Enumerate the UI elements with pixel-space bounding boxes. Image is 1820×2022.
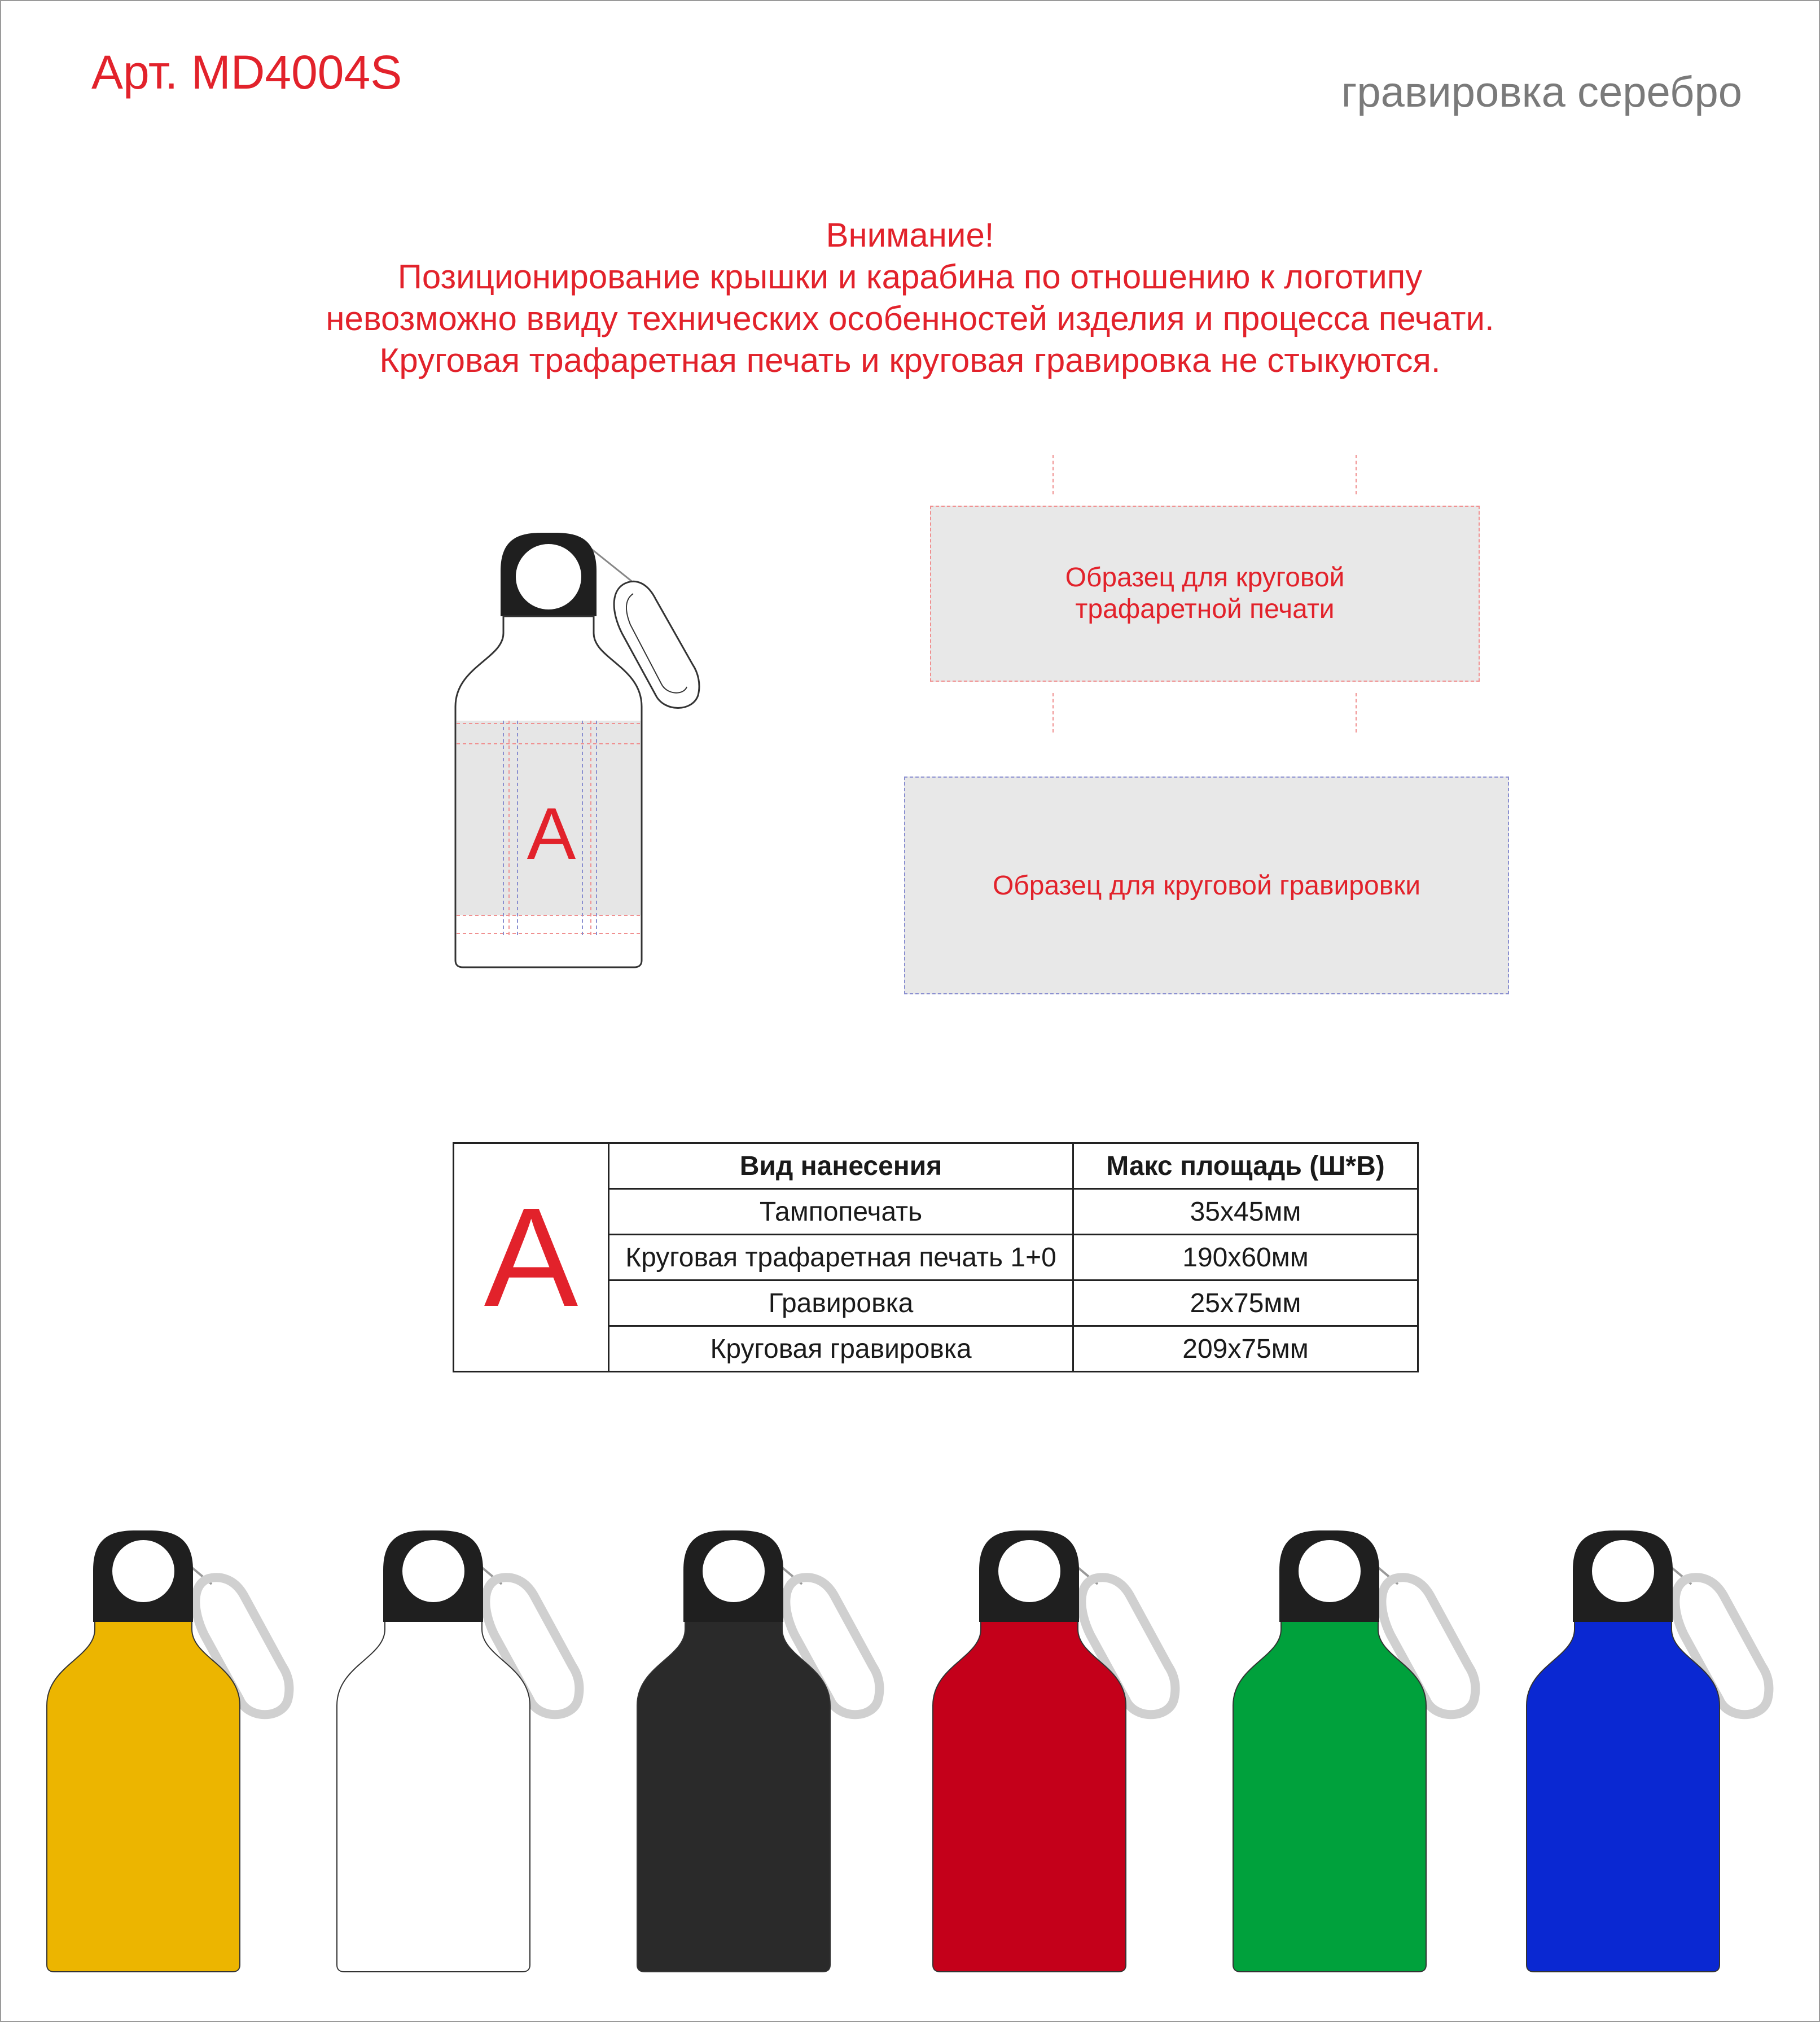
cap-icon (1573, 1530, 1673, 1622)
area-cell: 25x75мм (1073, 1280, 1418, 1326)
column-header: Макс площадь (Ш*В) (1073, 1143, 1418, 1189)
bottle-black (635, 1525, 895, 1976)
engraving-sample-label: Образец для круговой гравировки (992, 870, 1421, 901)
bottle-body (337, 1618, 530, 1972)
color-variants (1, 1525, 1819, 1976)
bottle-yellow (45, 1525, 305, 1976)
bottle-blue (1525, 1525, 1784, 1976)
bottle-body (637, 1618, 830, 1972)
cap-icon (383, 1530, 483, 1622)
bottle-body (1233, 1618, 1426, 1972)
method-cell: Тампопечать (609, 1189, 1073, 1235)
screen-print-sample-label: Образец для круговой трафаретной печати (1065, 563, 1345, 624)
warning-line: невозможно ввиду технических особенностей изделия и процесса печати. (326, 300, 1494, 337)
bottle-diagram (441, 526, 723, 977)
article-number: Арт. MD4004S (91, 46, 402, 99)
method-cell: Гравировка (609, 1280, 1073, 1326)
bottle-green (1231, 1525, 1491, 1976)
cap-icon (979, 1530, 1079, 1622)
guide-line (1052, 693, 1054, 733)
table-mark: A (454, 1143, 609, 1372)
area-cell: 35x45мм (1073, 1189, 1418, 1235)
area-cell: 209x75мм (1073, 1326, 1418, 1372)
guide-line (1356, 693, 1357, 733)
bottle-body (47, 1618, 240, 1972)
bottle-white (335, 1525, 595, 1976)
engraving-sample (904, 777, 1509, 994)
cap-icon (501, 533, 597, 616)
guide-line (1356, 455, 1357, 494)
guide-line (1052, 455, 1054, 494)
cap-icon (93, 1530, 193, 1622)
screen-print-sample (930, 506, 1480, 682)
bottle-red (931, 1525, 1191, 1976)
cap-icon (683, 1530, 783, 1622)
method-cell: Круговая трафаретная печать 1+0 (609, 1235, 1073, 1280)
warning-line: Круговая трафаретная печать и круговая гравировка не стыкуются. (379, 341, 1441, 379)
cap-icon (1279, 1530, 1379, 1622)
method-cell: Круговая гравировка (609, 1326, 1073, 1372)
warning-block (1, 214, 1819, 381)
decoration-subtitle: гравировка серебро (1341, 68, 1742, 116)
warning-title: Внимание! (826, 216, 994, 254)
spec-table (453, 1142, 1419, 1372)
area-cell: 190x60мм (1073, 1235, 1418, 1280)
bottle-body (933, 1618, 1126, 1972)
warning-line: Позиционирование крышки и карабина по отношению к логотипу (397, 258, 1423, 296)
bottle-mark: A (527, 792, 576, 875)
column-header: Вид нанесения (609, 1143, 1073, 1189)
bottle-body (1527, 1618, 1720, 1972)
